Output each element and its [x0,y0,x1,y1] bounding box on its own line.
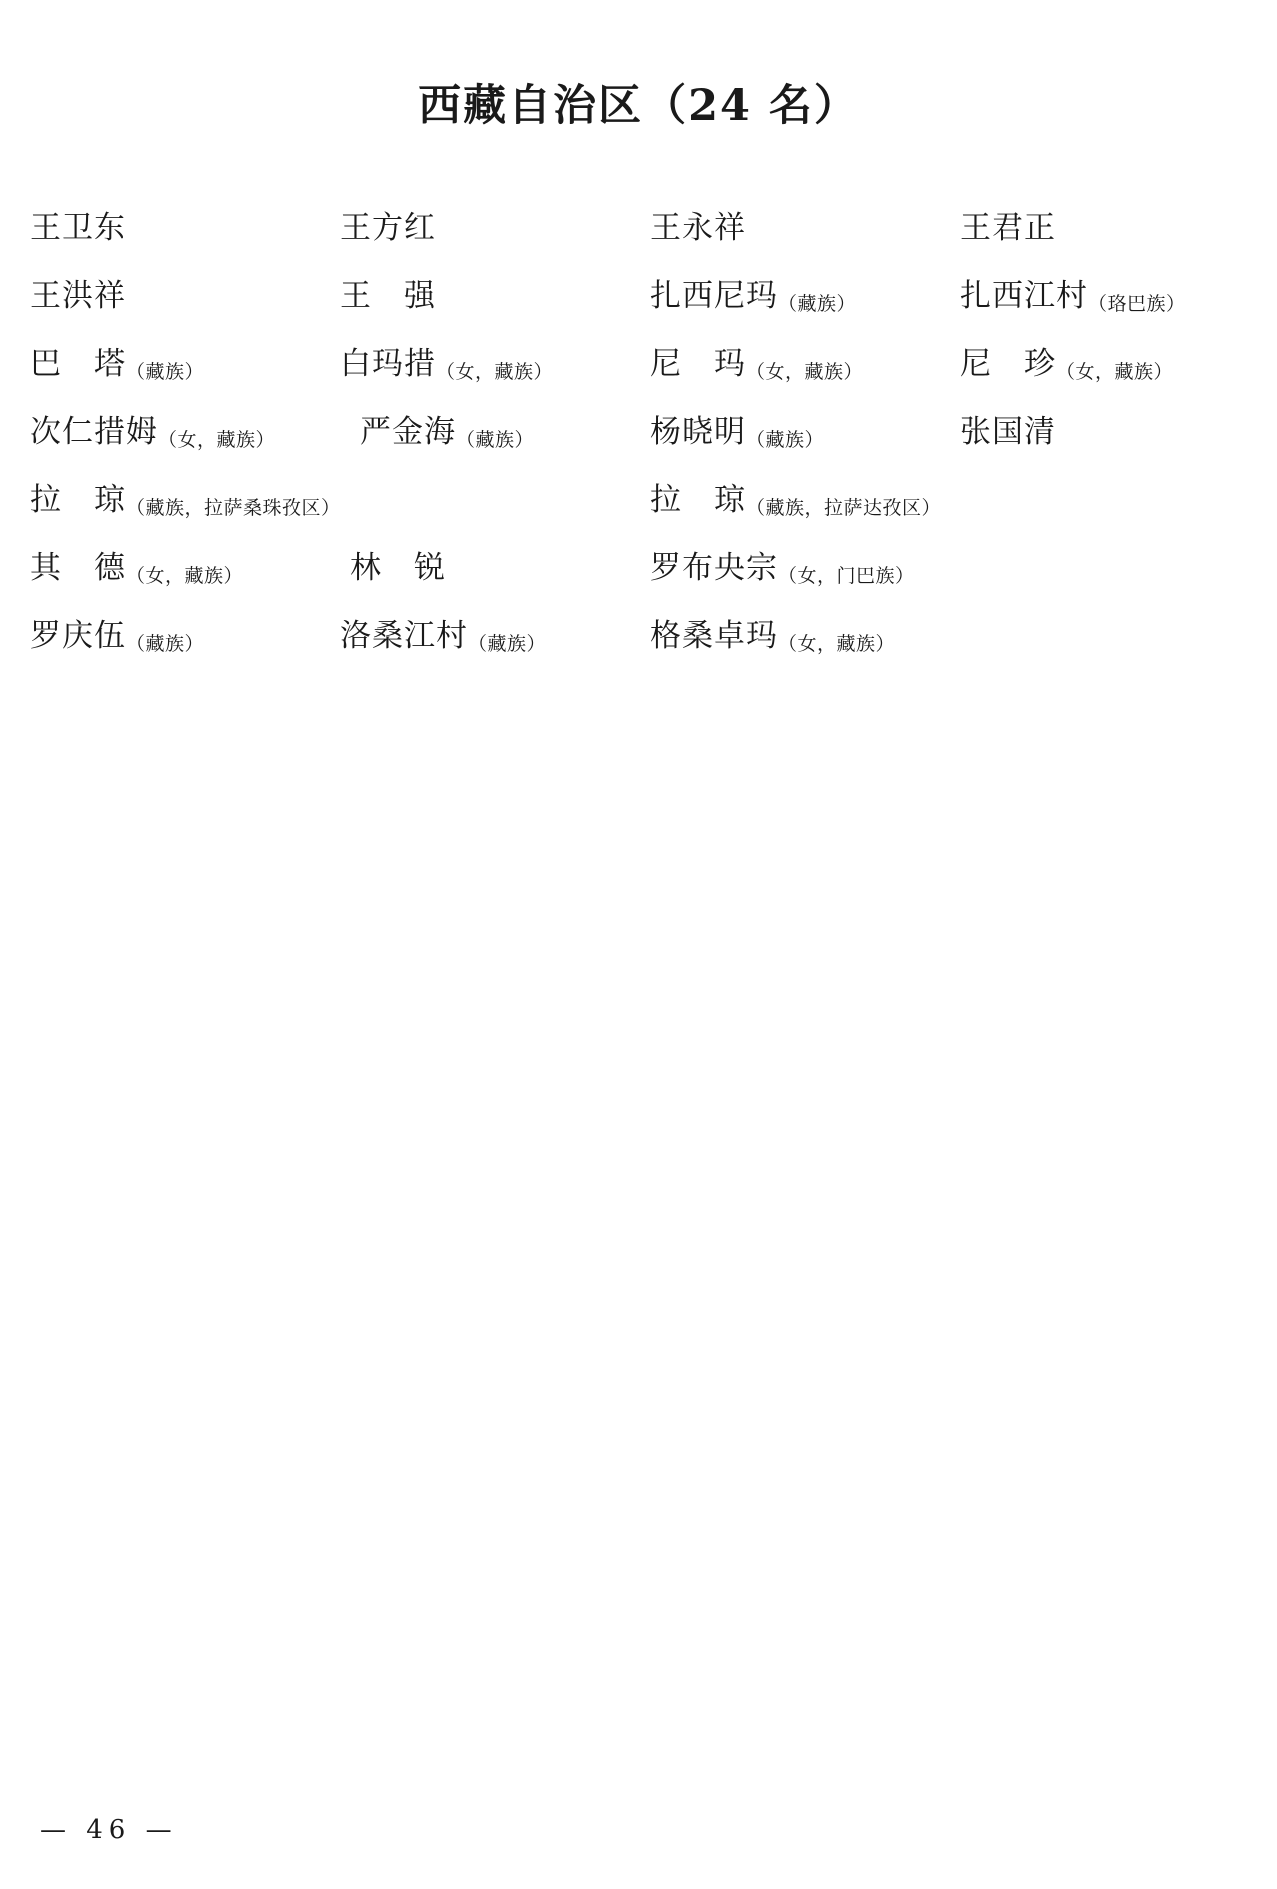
page-number: — 46 — [40,1815,178,1845]
person-name: 尼 玛 [650,346,746,382]
person-note: （女，藏族） [746,361,864,383]
person-name: 罗布央宗 [650,550,778,586]
name-entry [30,341,204,391]
person-name: 扎西江村 [960,278,1088,314]
person-name: 拉 琼 [30,482,126,518]
person-name: 王君正 [960,210,1056,246]
name-entry [960,273,1186,323]
person-name: 尼 珍 [960,346,1056,382]
name-row [30,477,1250,545]
name-row [30,273,1250,341]
person-name: 巴 塔 [30,346,126,382]
name-entry [650,273,856,323]
name-entry [340,341,553,391]
name-entry [650,613,895,663]
name-entry [650,409,824,459]
name-entry [30,613,204,663]
person-note: （藏族） [126,633,205,655]
name-row [30,409,1250,477]
name-entry [650,341,863,391]
person-note: （藏族，拉萨达孜区） [746,497,942,519]
name-entry [30,477,341,527]
name-entry [30,409,275,459]
name-entry [960,341,1173,391]
person-name: 其 德 [30,550,126,586]
person-name: 格桑卓玛 [650,618,778,654]
person-name: 扎西尼玛 [650,278,778,314]
name-entry [650,205,746,251]
person-note: （女，藏族） [158,429,276,451]
name-entry [960,409,1056,455]
name-entry [360,409,534,459]
name-entry [960,205,1056,251]
person-note: （藏族） [456,429,535,451]
person-name: 王 强 [340,278,436,314]
name-list [30,205,1250,681]
person-name: 张国清 [960,414,1056,450]
person-name: 杨晓明 [650,414,746,450]
person-name: 次仁措姆 [30,414,158,450]
person-name: 林 锐 [350,550,446,586]
person-note: （女，藏族） [126,565,244,587]
person-note: （女，门巴族） [778,565,915,587]
person-name: 白玛措 [340,346,436,382]
person-name: 王洪祥 [30,278,126,314]
person-note: （藏族，拉萨桑珠孜区） [126,497,341,519]
person-note: （藏族） [468,633,547,655]
person-name: 王永祥 [650,210,746,246]
person-note: （女，藏族） [436,361,554,383]
name-entry [30,273,126,319]
person-name: 王卫东 [30,210,126,246]
name-row [30,205,1250,273]
person-note: （藏族） [746,429,825,451]
page-title: 西藏自治区（24 名） [418,81,859,131]
person-name: 洛桑江村 [340,618,468,654]
person-name: 拉 琼 [650,482,746,518]
name-row [30,341,1250,409]
name-entry [350,545,446,591]
name-row [30,545,1250,613]
person-note: （女，藏族） [778,633,896,655]
name-entry [340,273,436,319]
person-note: （藏族） [126,361,205,383]
person-name: 王方红 [340,210,436,246]
person-name: 罗庆伍 [30,618,126,654]
name-entry [340,613,546,663]
person-name: 严金海 [360,414,456,450]
person-note: （女，藏族） [1056,361,1174,383]
name-entry [650,545,915,595]
name-entry [30,205,126,251]
person-note: （珞巴族） [1088,293,1186,315]
name-row [30,613,1250,681]
person-note: （藏族） [778,293,857,315]
name-entry [650,477,941,527]
name-entry [340,205,436,251]
name-entry [30,545,243,595]
